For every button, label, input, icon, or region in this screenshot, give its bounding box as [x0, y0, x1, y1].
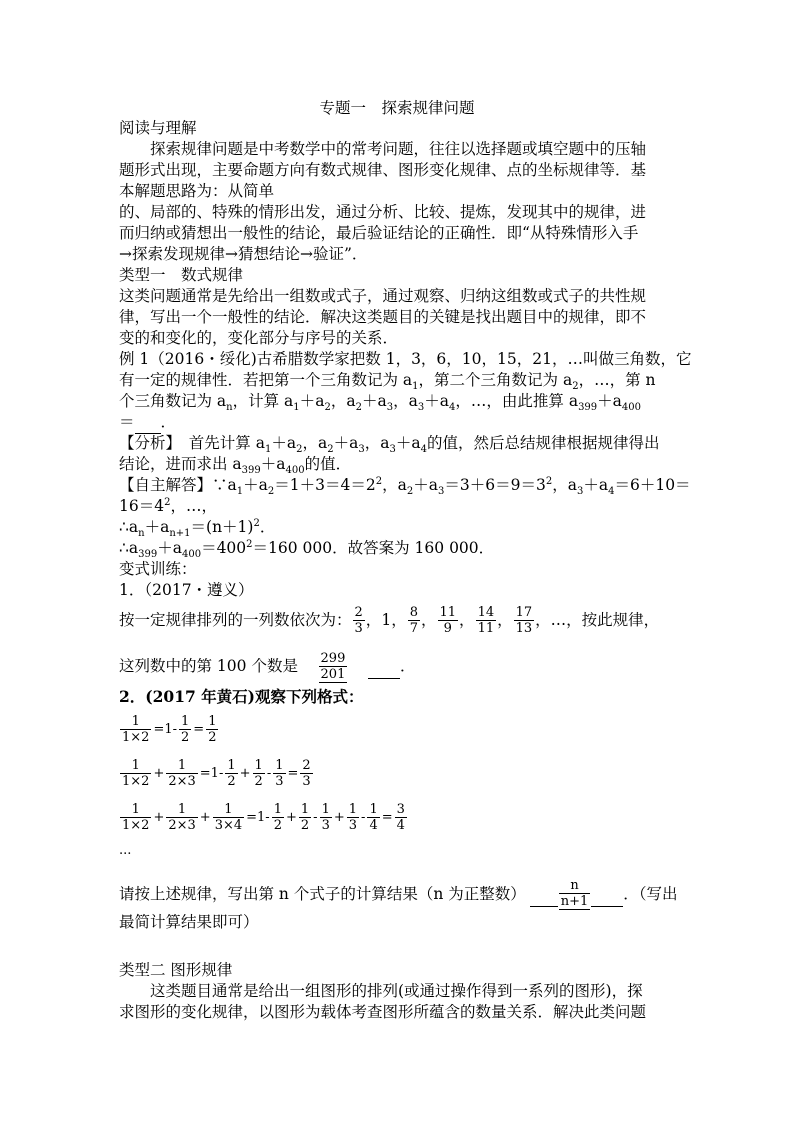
q2-label: 2．(2017 年黄石)观察下列格式： — [119, 687, 364, 706]
intro-line: 题形式出现，主要命题方向有数式规律、图形变化规律、点的坐标规律等．基 — [119, 161, 647, 179]
result-fraction: $\frac{2}{3}$ — [302, 758, 311, 789]
intro-line: →探索发现规律→猜想结论→验证”． — [119, 245, 368, 263]
sequence-value: 1 — [381, 611, 392, 629]
equals-one-minus: =1- — [199, 766, 224, 781]
lhs-fraction: $\frac{1}{3\times 4}$ — [214, 802, 243, 833]
sequence-fraction: $\frac{14}{11}$ — [477, 604, 495, 636]
analysis-line: 【分析】 首先计算 $a_1+a_2$，$a_2+a_3$，$a_3+a_4$的值，然后总结规律根据规律得出 — [119, 434, 660, 456]
solution-line: $\therefore a_{399}+a_{400}=400^2=160$ 000．故答案为 160 000． — [119, 538, 495, 561]
equals: = — [381, 810, 393, 825]
practice-heading: 变式训练： — [119, 560, 197, 578]
operator: - — [361, 810, 366, 825]
sequence-fraction: $\frac{8}{7}$ — [409, 604, 418, 636]
sequence-fraction: $\frac{2}{3}$ — [354, 604, 363, 636]
rhs-fraction: $\frac{1}{2}$ — [227, 758, 236, 789]
example1-line: 个三角数记为 $a_n$，计算 $a_1+a_2$，$a_2+a_3$，$a_3+a_4$，…，由此推算 $a_{399}+a_{400}$ — [119, 392, 642, 414]
solution-line: $16=4^2$，…， — [119, 496, 217, 515]
type2-heading: 类型二 图形规律 — [119, 961, 233, 979]
equals-one-minus: =1- — [153, 722, 177, 737]
q2-equation-row — [119, 714, 219, 745]
rhs-fraction: $\frac{1}{2}$ — [181, 714, 190, 745]
type1-heading: 类型一 数式规律 — [119, 266, 244, 284]
q1-label: 1．（2017・遵义） — [119, 581, 254, 599]
type2-text: 求图形的变化规律，以图形为载体考查图形所蕴含的数量关系．解决此类问题 — [119, 1003, 647, 1021]
lhs-fraction: $\frac{1}{1\times 2}$ — [122, 758, 150, 789]
q1-sequence-line: 按一定规律排列的一列数依次为： $\frac{2}{3}$ ， 1 ， $\frac{8}{7}$ ， $\frac{11}{9}$ ， $\frac{14}{11}$ ， $\frac{17}{13}$ ，…，按此规律， — [119, 602, 659, 638]
lhs-fraction: $\frac{1}{1\times 2}$ — [122, 714, 150, 745]
analysis-line: 结论，进而求出 $a_{399}+a_{400}$的值． — [119, 455, 352, 477]
equals: = — [193, 722, 205, 737]
operator: - — [313, 810, 318, 825]
section-heading-read: 阅读与理解 — [119, 119, 197, 137]
example1-line: 有一定的规律性．若把第一个三角数记为 $a_1$，第二个三角数记为 $a_2$，…，第 n — [119, 371, 656, 393]
operator: + — [333, 810, 345, 825]
rhs-fraction: $\frac{1}{3}$ — [348, 802, 358, 833]
rhs-fraction: $\frac{1}{2}$ — [273, 802, 282, 833]
plus: + — [199, 810, 211, 825]
rhs-fraction: $\frac{1}{2}$ — [254, 758, 263, 789]
plus: + — [153, 766, 165, 781]
q1-answer[interactable]: $\frac{299}{201}$ — [320, 650, 346, 682]
example1-answer-line: ＝ ． — [119, 412, 176, 434]
solution-line: 【自主解答】$\because a_1+a_2=1+3=4=2^2$，$a_2+a_3=3+6=9=3^2$，$a_3+a_4=6+10=$ — [119, 475, 691, 498]
q2-question-line: 请按上述规律，写出第 n 个式子的计算结果（n 为正整数） $\frac{n}{n+1}$ ．（写出 — [119, 870, 678, 917]
type1-text: 这类问题通常是先给出一组数或式子，通过观察、归纳这组数或式子的共性规 — [119, 287, 647, 305]
rhs-fraction: $\frac{1}{4}$ — [369, 802, 378, 833]
q2-ellipsis: ... — [119, 843, 132, 858]
separator: ， — [420, 611, 437, 629]
rhs-fraction: $\frac{1}{3}$ — [275, 758, 284, 789]
q2-equation-row — [119, 802, 408, 833]
equals-one-minus: =1- — [246, 810, 270, 825]
q2-question-line: 最简计算结果即可） — [119, 913, 259, 931]
q1-sequence — [352, 602, 536, 638]
operator: - — [266, 766, 272, 781]
type1-text: 变的和变化的，变化部分与序号的关系． — [119, 329, 399, 347]
q2-answer[interactable]: $\frac{n}{n+1}$ — [560, 877, 589, 909]
rhs-fraction: $\frac{1}{3}$ — [321, 802, 330, 833]
separator: ， — [497, 611, 513, 629]
plus: + — [153, 810, 165, 825]
type2-text: 这类题目通常是给出一组图形的排列(或通过操作得到一系列的图形)，探 — [150, 982, 643, 1000]
lhs-fraction: $\frac{1}{2\times 3}$ — [168, 802, 196, 833]
example1-line: 例 1（2016・绥化)古希腊数学家把数 1，3，6，10，15，21，…叫做三角数，它 — [119, 350, 692, 368]
sequence-fraction: $\frac{11}{9}$ — [439, 604, 457, 636]
result-fraction: $\frac{3}{4}$ — [396, 802, 405, 833]
operator: + — [239, 766, 251, 781]
sequence-fraction: $\frac{17}{13}$ — [515, 604, 533, 636]
intro-line: 的、局部的、特殊的情形出发，通过分析、比较、提炼，发现其中的规律，进 — [119, 203, 647, 221]
result-fraction: $\frac{1}{2}$ — [208, 714, 217, 745]
operator: + — [285, 810, 297, 825]
intro-line: 而归纳或猜想出一般性的结论，最后验证结论的正确性．即“从特殊情形入手 — [119, 224, 639, 242]
lhs-fraction: $\frac{1}{2\times 3}$ — [168, 758, 196, 789]
answer-blank[interactable] — [135, 412, 161, 434]
q2-equation-row — [119, 758, 314, 789]
intro-line: 探索规律问题是中考数学中的常考问题，往往以选择题或填空题中的压轴 — [150, 140, 647, 158]
rhs-fraction: $\frac{1}{2}$ — [300, 802, 310, 833]
solution-line: $\therefore a_n+a_{n+1}=(n+1)^2$． — [119, 517, 276, 540]
separator: ， — [391, 611, 407, 629]
intro-line: 本解题思路为：从简单 — [119, 182, 275, 200]
q1-answer-line: 这列数中的第 100 个数是 $\frac{299}{201}$ ． — [119, 642, 415, 689]
page-title: 专题一 探索规律问题 — [319, 99, 475, 117]
separator: ， — [365, 611, 382, 629]
separator: ， — [459, 611, 475, 629]
equals: = — [287, 766, 299, 781]
type1-text: 律，写出一个一般性的结论．解决这类题目的关键是找出题目中的规律，即不 — [119, 308, 647, 326]
lhs-fraction: $\frac{1}{1\times 2}$ — [122, 802, 150, 833]
